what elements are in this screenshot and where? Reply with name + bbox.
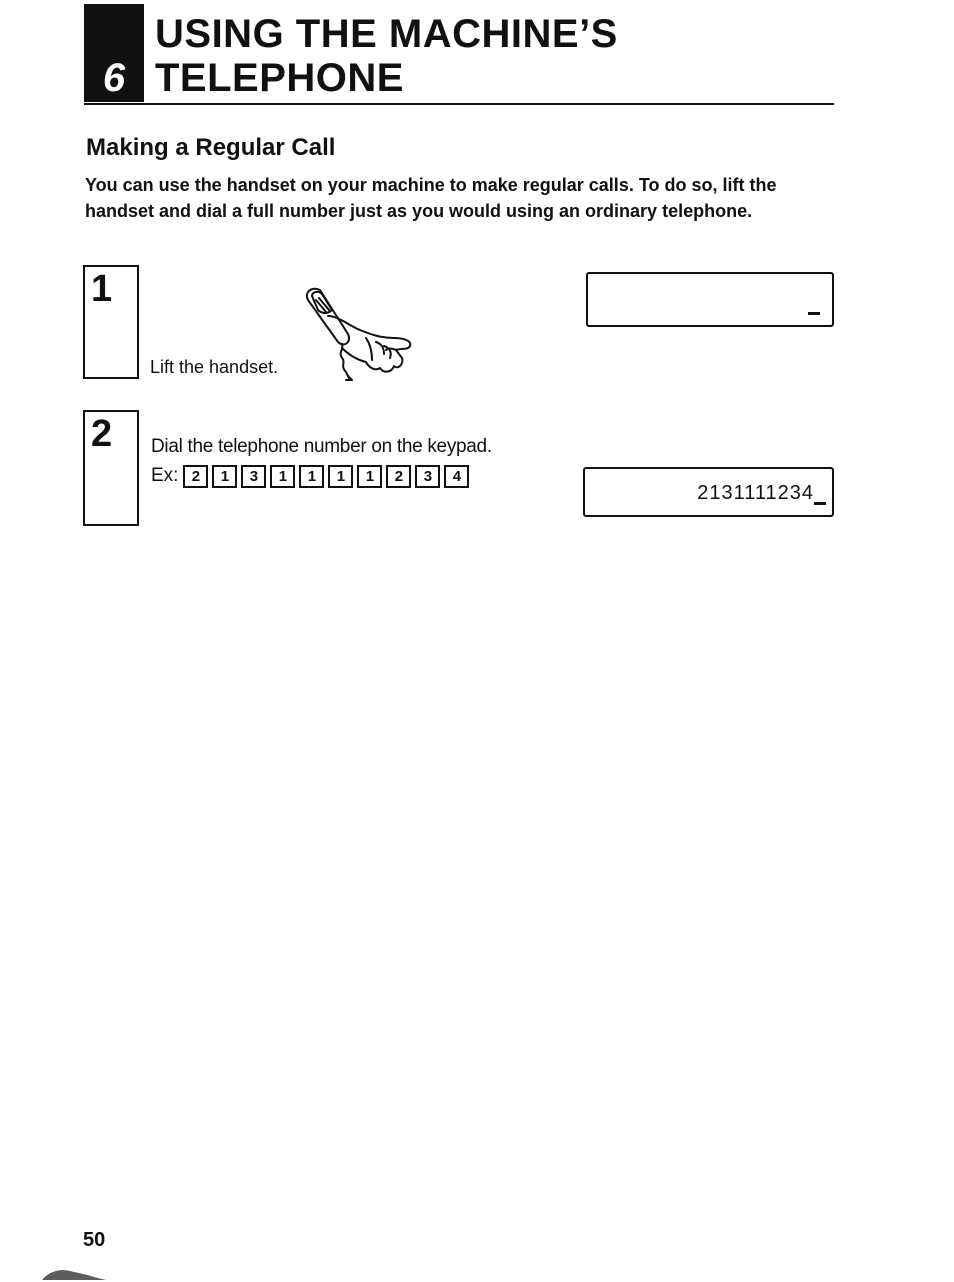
title-divider <box>84 103 834 105</box>
chapter-tab <box>84 4 144 102</box>
chapter-title <box>155 12 618 100</box>
hand-lifting-handset-icon <box>298 286 418 386</box>
keypad-key: 2 <box>183 465 208 488</box>
scan-smudge-icon <box>40 1262 110 1282</box>
step-2-instruction: Dial the telephone number on the keypad. <box>151 436 492 457</box>
section-heading: Making a Regular Call <box>86 134 336 161</box>
lcd-display-step-2 <box>583 467 834 517</box>
keypad-key: 1 <box>299 465 324 488</box>
keypad-key: 4 <box>444 465 469 488</box>
keypad-key: 1 <box>212 465 237 488</box>
step-1-number: 1 <box>91 268 113 310</box>
keypad-key: 1 <box>328 465 353 488</box>
lcd-display-step-1 <box>586 272 834 327</box>
keypad-key: 3 <box>241 465 266 488</box>
step-2-number: 2 <box>91 413 113 455</box>
step-2-box <box>83 410 139 526</box>
keypad-key: 3 <box>415 465 440 488</box>
lcd-cursor <box>814 502 826 505</box>
example-label: Ex: <box>151 465 179 486</box>
page-number: 50 <box>83 1229 106 1251</box>
intro-paragraph: You can use the handset on your machine to make regular calls. To do so, lift the handset and dial a full number just as you would using an ordinary telephone. <box>85 175 777 221</box>
step-1-box <box>83 265 139 379</box>
keypad-example <box>151 462 473 490</box>
lcd-display-2-text: 2131111234 <box>697 482 814 504</box>
chapter-number: 6 <box>102 56 126 100</box>
keypad-key: 2 <box>386 465 411 488</box>
chapter-title-line-1: USING THE MACHINE’S <box>155 12 618 56</box>
keypad-key: 1 <box>357 465 382 488</box>
chapter-title-line-2: TELEPHONE <box>155 56 404 100</box>
step-1-instruction: Lift the handset. <box>150 357 279 377</box>
keypad-key: 1 <box>270 465 295 488</box>
lcd-cursor <box>808 312 820 315</box>
